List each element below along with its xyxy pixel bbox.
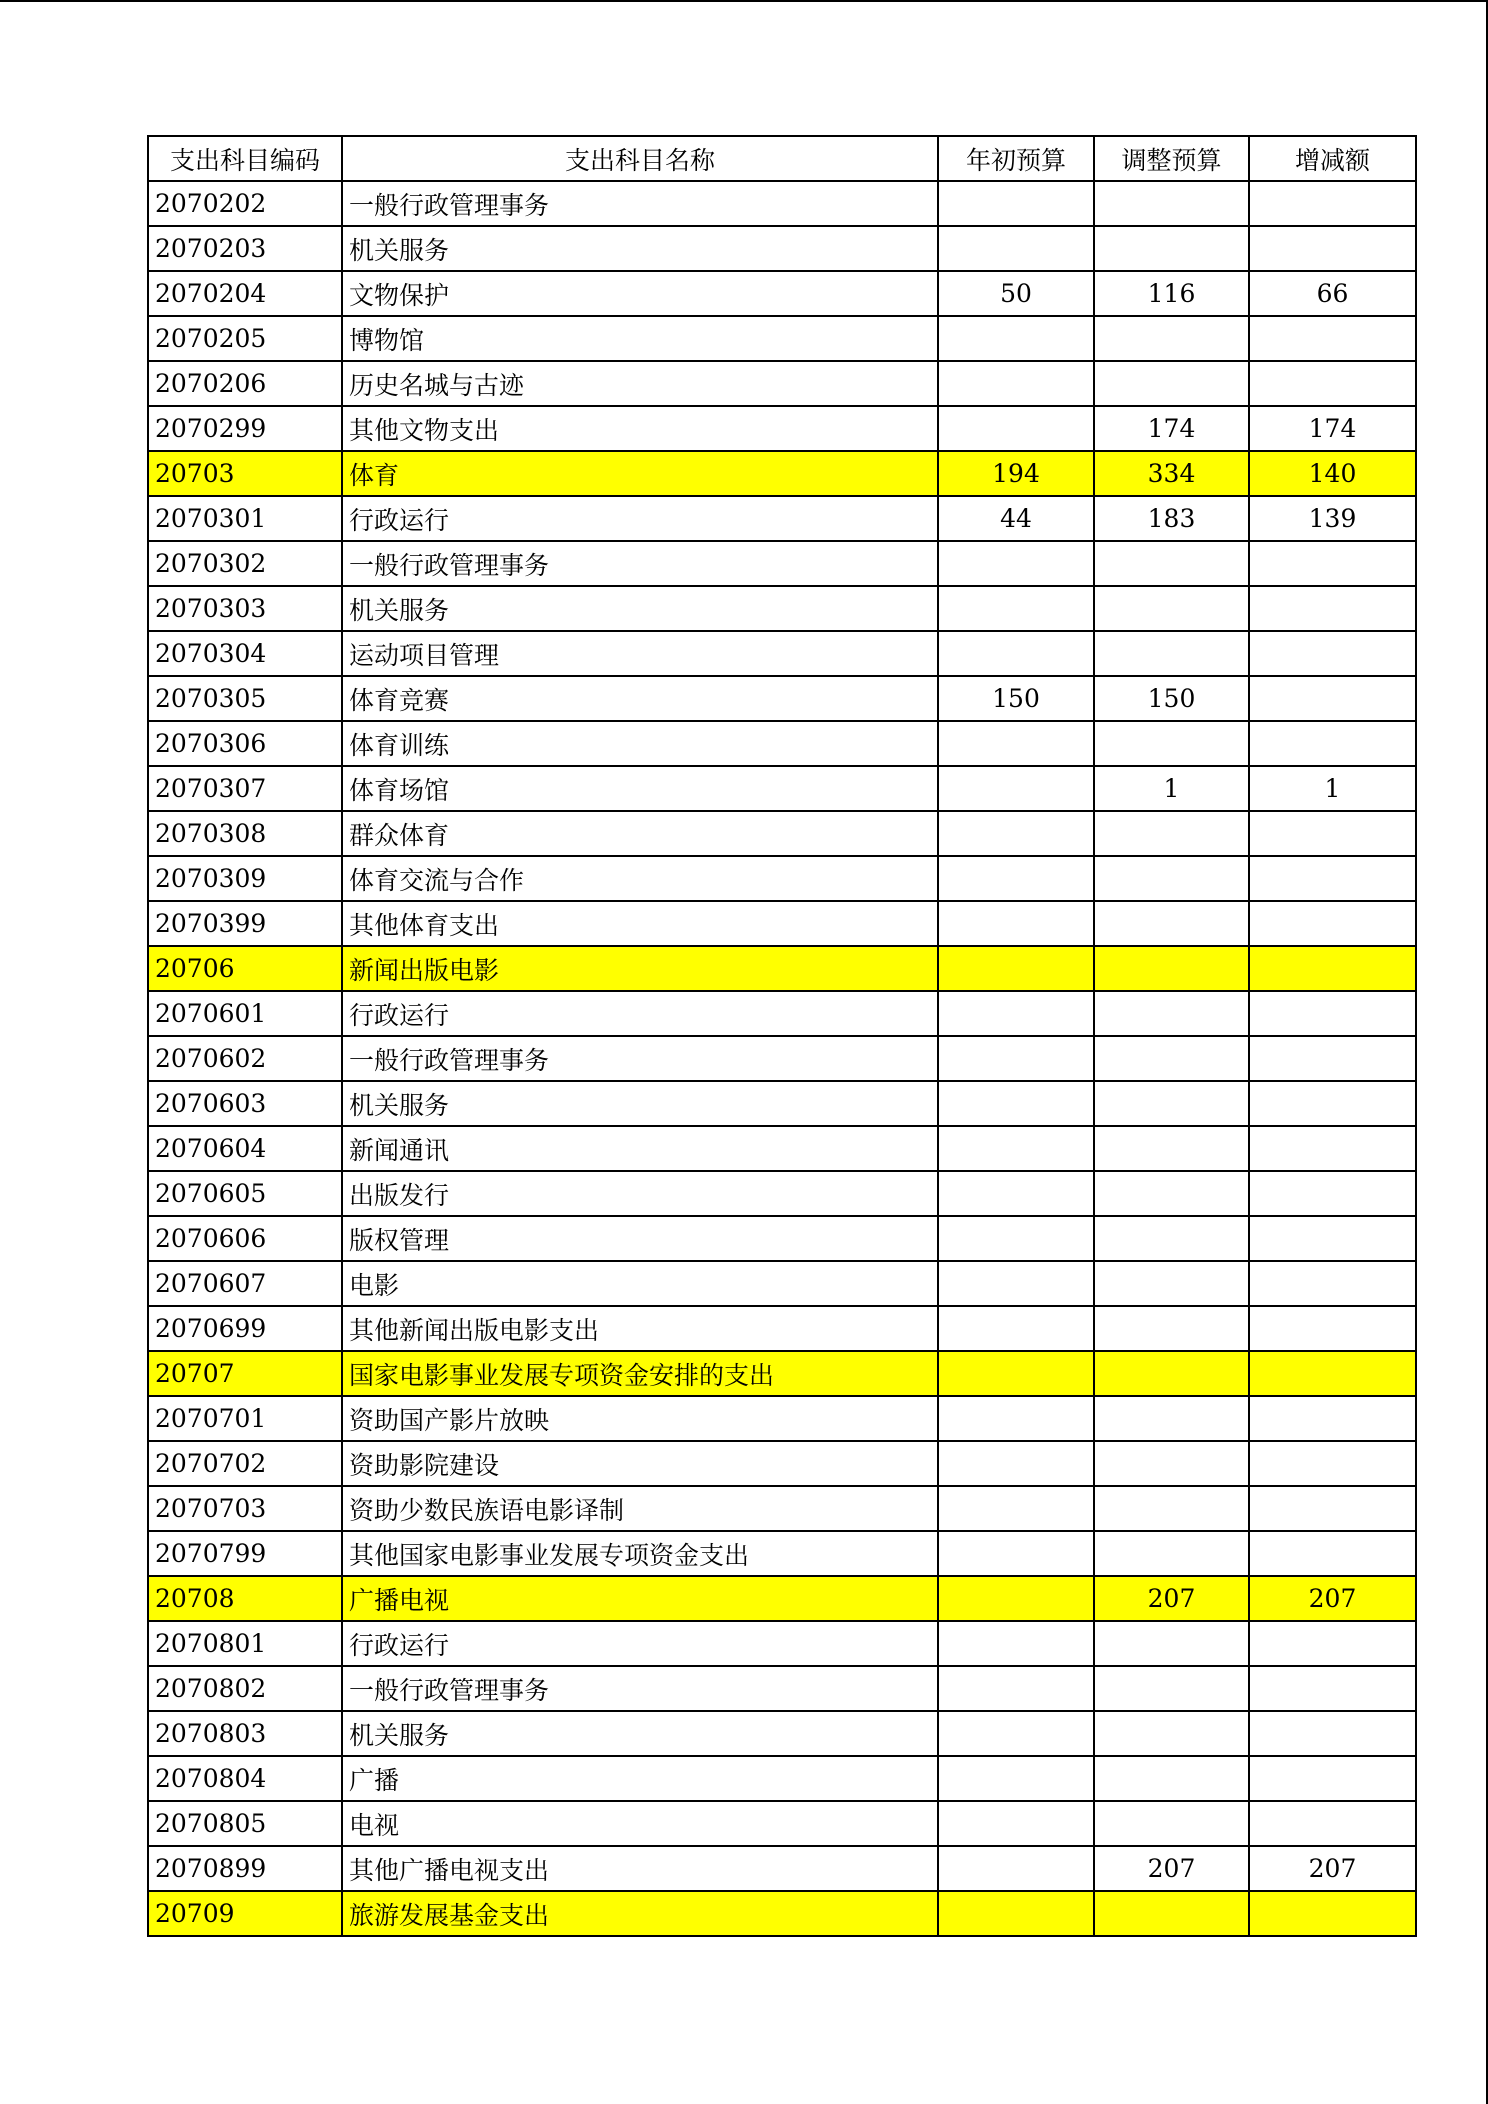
table-row	[148, 451, 1416, 496]
code-cell: 20709	[148, 1891, 342, 1936]
adjusted-budget-cell: 174	[1094, 406, 1249, 451]
initial-budget-cell	[938, 991, 1094, 1036]
table-row	[148, 766, 1416, 811]
name-cell: 广播	[342, 1756, 938, 1801]
initial-budget-cell: 150	[938, 676, 1094, 721]
adjusted-budget-cell	[1094, 1666, 1249, 1711]
table-row	[148, 496, 1416, 541]
change-cell	[1249, 1531, 1416, 1576]
change-cell	[1249, 901, 1416, 946]
table-header	[148, 136, 1416, 181]
name-cell: 机关服务	[342, 1081, 938, 1126]
initial-budget-cell: 50	[938, 271, 1094, 316]
adjusted-budget-cell	[1094, 181, 1249, 226]
table-row	[148, 1846, 1416, 1891]
adjusted-budget-cell	[1094, 856, 1249, 901]
adjusted-budget-cell	[1094, 1216, 1249, 1261]
table-row	[148, 1216, 1416, 1261]
adjusted-budget-cell	[1094, 901, 1249, 946]
initial-budget-cell	[938, 856, 1094, 901]
header-code: 支出科目编码	[148, 136, 342, 181]
header-name: 支出科目名称	[342, 136, 938, 181]
change-cell	[1249, 1261, 1416, 1306]
initial-budget-cell	[938, 1081, 1094, 1126]
adjusted-budget-cell	[1094, 811, 1249, 856]
adjusted-budget-cell	[1094, 586, 1249, 631]
name-cell: 机关服务	[342, 1711, 938, 1756]
change-cell	[1249, 1441, 1416, 1486]
name-cell: 历史名城与古迹	[342, 361, 938, 406]
name-cell: 新闻出版电影	[342, 946, 938, 991]
name-cell: 体育竞赛	[342, 676, 938, 721]
code-cell: 2070203	[148, 226, 342, 271]
code-cell: 2070607	[148, 1261, 342, 1306]
initial-budget-cell	[938, 1126, 1094, 1171]
table-row	[148, 901, 1416, 946]
change-cell	[1249, 541, 1416, 586]
adjusted-budget-cell	[1094, 1486, 1249, 1531]
name-cell: 体育场馆	[342, 766, 938, 811]
change-cell: 66	[1249, 271, 1416, 316]
table-row	[148, 361, 1416, 406]
table-row	[148, 271, 1416, 316]
page-border-top	[0, 0, 1488, 2]
initial-budget-cell	[938, 361, 1094, 406]
code-cell: 2070702	[148, 1441, 342, 1486]
name-cell: 出版发行	[342, 1171, 938, 1216]
change-cell: 207	[1249, 1846, 1416, 1891]
table-row	[148, 1171, 1416, 1216]
table-row	[148, 676, 1416, 721]
change-cell	[1249, 181, 1416, 226]
table-row	[148, 1531, 1416, 1576]
initial-budget-cell	[938, 946, 1094, 991]
code-cell: 2070802	[148, 1666, 342, 1711]
table-row	[148, 406, 1416, 451]
initial-budget-cell	[938, 1666, 1094, 1711]
table-row	[148, 1126, 1416, 1171]
table-row	[148, 1261, 1416, 1306]
code-cell: 2070699	[148, 1306, 342, 1351]
budget-table	[147, 135, 1417, 1937]
table-row	[148, 1306, 1416, 1351]
adjusted-budget-cell	[1094, 1756, 1249, 1801]
table-row	[148, 856, 1416, 901]
change-cell	[1249, 1036, 1416, 1081]
name-cell: 体育训练	[342, 721, 938, 766]
code-cell: 2070601	[148, 991, 342, 1036]
adjusted-budget-cell: 1	[1094, 766, 1249, 811]
name-cell: 一般行政管理事务	[342, 1666, 938, 1711]
name-cell: 电视	[342, 1801, 938, 1846]
initial-budget-cell	[938, 1351, 1094, 1396]
table-body	[148, 181, 1416, 1936]
adjusted-budget-cell	[1094, 991, 1249, 1036]
initial-budget-cell	[938, 1216, 1094, 1261]
code-cell: 2070206	[148, 361, 342, 406]
initial-budget-cell	[938, 1441, 1094, 1486]
initial-budget-cell: 44	[938, 496, 1094, 541]
change-cell	[1249, 1621, 1416, 1666]
name-cell: 其他国家电影事业发展专项资金支出	[342, 1531, 938, 1576]
change-cell: 1	[1249, 766, 1416, 811]
change-cell	[1249, 1486, 1416, 1531]
table-row	[148, 946, 1416, 991]
adjusted-budget-cell: 207	[1094, 1846, 1249, 1891]
code-cell: 2070307	[148, 766, 342, 811]
table-row	[148, 1351, 1416, 1396]
table-row	[148, 631, 1416, 676]
initial-budget-cell	[938, 226, 1094, 271]
initial-budget-cell	[938, 1576, 1094, 1621]
change-cell	[1249, 226, 1416, 271]
name-cell: 其他广播电视支出	[342, 1846, 938, 1891]
table-row	[148, 991, 1416, 1036]
code-cell: 20706	[148, 946, 342, 991]
code-cell: 2070606	[148, 1216, 342, 1261]
name-cell: 机关服务	[342, 226, 938, 271]
initial-budget-cell	[938, 181, 1094, 226]
code-cell: 20708	[148, 1576, 342, 1621]
name-cell: 版权管理	[342, 1216, 938, 1261]
code-cell: 2070604	[148, 1126, 342, 1171]
code-cell: 2070801	[148, 1621, 342, 1666]
code-cell: 20703	[148, 451, 342, 496]
code-cell: 2070605	[148, 1171, 342, 1216]
code-cell: 2070701	[148, 1396, 342, 1441]
adjusted-budget-cell	[1094, 1351, 1249, 1396]
table-row	[148, 1576, 1416, 1621]
code-cell: 2070306	[148, 721, 342, 766]
name-cell: 电影	[342, 1261, 938, 1306]
code-cell: 20707	[148, 1351, 342, 1396]
change-cell	[1249, 1126, 1416, 1171]
adjusted-budget-cell	[1094, 1621, 1249, 1666]
name-cell: 广播电视	[342, 1576, 938, 1621]
name-cell: 博物馆	[342, 316, 938, 361]
code-cell: 2070304	[148, 631, 342, 676]
initial-budget-cell	[938, 901, 1094, 946]
initial-budget-cell	[938, 586, 1094, 631]
table-row	[148, 1801, 1416, 1846]
code-cell: 2070308	[148, 811, 342, 856]
adjusted-budget-cell	[1094, 316, 1249, 361]
initial-budget-cell	[938, 1891, 1094, 1936]
header-adjusted-budget: 调整预算	[1094, 136, 1249, 181]
code-cell: 2070602	[148, 1036, 342, 1081]
code-cell: 2070399	[148, 901, 342, 946]
adjusted-budget-cell: 207	[1094, 1576, 1249, 1621]
initial-budget-cell	[938, 1846, 1094, 1891]
header-change: 增减额	[1249, 136, 1416, 181]
table-row	[148, 586, 1416, 631]
change-cell: 207	[1249, 1576, 1416, 1621]
adjusted-budget-cell	[1094, 361, 1249, 406]
name-cell: 行政运行	[342, 991, 938, 1036]
header-row	[148, 136, 1416, 181]
change-cell	[1249, 316, 1416, 361]
table-row	[148, 1891, 1416, 1936]
name-cell: 新闻通讯	[342, 1126, 938, 1171]
initial-budget-cell	[938, 631, 1094, 676]
table-row	[148, 541, 1416, 586]
code-cell: 2070204	[148, 271, 342, 316]
adjusted-budget-cell	[1094, 946, 1249, 991]
code-cell: 2070309	[148, 856, 342, 901]
code-cell: 2070202	[148, 181, 342, 226]
name-cell: 资助影院建设	[342, 1441, 938, 1486]
code-cell: 2070703	[148, 1486, 342, 1531]
change-cell	[1249, 1711, 1416, 1756]
table-row	[148, 1396, 1416, 1441]
code-cell: 2070302	[148, 541, 342, 586]
change-cell	[1249, 1216, 1416, 1261]
name-cell: 体育	[342, 451, 938, 496]
change-cell	[1249, 1666, 1416, 1711]
adjusted-budget-cell	[1094, 1126, 1249, 1171]
adjusted-budget-cell	[1094, 1036, 1249, 1081]
code-cell: 2070205	[148, 316, 342, 361]
adjusted-budget-cell	[1094, 1171, 1249, 1216]
table-row	[148, 1441, 1416, 1486]
code-cell: 2070804	[148, 1756, 342, 1801]
code-cell: 2070299	[148, 406, 342, 451]
initial-budget-cell	[938, 721, 1094, 766]
change-cell	[1249, 1801, 1416, 1846]
name-cell: 国家电影事业发展专项资金安排的支出	[342, 1351, 938, 1396]
initial-budget-cell	[938, 1801, 1094, 1846]
adjusted-budget-cell	[1094, 1711, 1249, 1756]
change-cell	[1249, 946, 1416, 991]
change-cell	[1249, 1891, 1416, 1936]
name-cell: 其他文物支出	[342, 406, 938, 451]
initial-budget-cell	[938, 766, 1094, 811]
adjusted-budget-cell: 183	[1094, 496, 1249, 541]
change-cell	[1249, 1351, 1416, 1396]
table-row	[148, 1081, 1416, 1126]
adjusted-budget-cell: 334	[1094, 451, 1249, 496]
name-cell: 机关服务	[342, 586, 938, 631]
change-cell	[1249, 1396, 1416, 1441]
table-row	[148, 1621, 1416, 1666]
adjusted-budget-cell: 150	[1094, 676, 1249, 721]
name-cell: 一般行政管理事务	[342, 181, 938, 226]
change-cell	[1249, 631, 1416, 676]
adjusted-budget-cell	[1094, 1891, 1249, 1936]
code-cell: 2070301	[148, 496, 342, 541]
change-cell	[1249, 1171, 1416, 1216]
change-cell	[1249, 586, 1416, 631]
code-cell: 2070803	[148, 1711, 342, 1756]
change-cell: 174	[1249, 406, 1416, 451]
initial-budget-cell	[938, 1711, 1094, 1756]
name-cell: 资助国产影片放映	[342, 1396, 938, 1441]
change-cell	[1249, 1081, 1416, 1126]
initial-budget-cell	[938, 811, 1094, 856]
name-cell: 旅游发展基金支出	[342, 1891, 938, 1936]
adjusted-budget-cell: 116	[1094, 271, 1249, 316]
name-cell: 运动项目管理	[342, 631, 938, 676]
change-cell	[1249, 721, 1416, 766]
table-row	[148, 721, 1416, 766]
code-cell: 2070805	[148, 1801, 342, 1846]
table-row	[148, 1711, 1416, 1756]
name-cell: 一般行政管理事务	[342, 541, 938, 586]
change-cell	[1249, 811, 1416, 856]
header-initial-budget: 年初预算	[938, 136, 1094, 181]
code-cell: 2070899	[148, 1846, 342, 1891]
initial-budget-cell	[938, 1306, 1094, 1351]
adjusted-budget-cell	[1094, 1261, 1249, 1306]
change-cell	[1249, 991, 1416, 1036]
change-cell	[1249, 856, 1416, 901]
name-cell: 行政运行	[342, 1621, 938, 1666]
initial-budget-cell	[938, 1171, 1094, 1216]
adjusted-budget-cell	[1094, 1306, 1249, 1351]
name-cell: 其他新闻出版电影支出	[342, 1306, 938, 1351]
initial-budget-cell	[938, 1486, 1094, 1531]
table-row	[148, 1036, 1416, 1081]
name-cell: 一般行政管理事务	[342, 1036, 938, 1081]
name-cell: 资助少数民族语电影译制	[342, 1486, 938, 1531]
initial-budget-cell	[938, 1756, 1094, 1801]
initial-budget-cell	[938, 1036, 1094, 1081]
adjusted-budget-cell	[1094, 541, 1249, 586]
initial-budget-cell	[938, 541, 1094, 586]
table-row	[148, 316, 1416, 361]
adjusted-budget-cell	[1094, 631, 1249, 676]
name-cell: 其他体育支出	[342, 901, 938, 946]
adjusted-budget-cell	[1094, 1531, 1249, 1576]
adjusted-budget-cell	[1094, 1441, 1249, 1486]
adjusted-budget-cell	[1094, 226, 1249, 271]
initial-budget-cell	[938, 1621, 1094, 1666]
initial-budget-cell	[938, 406, 1094, 451]
table-row	[148, 1666, 1416, 1711]
change-cell: 139	[1249, 496, 1416, 541]
table-row	[148, 181, 1416, 226]
name-cell: 行政运行	[342, 496, 938, 541]
initial-budget-cell	[938, 1531, 1094, 1576]
initial-budget-cell	[938, 316, 1094, 361]
code-cell: 2070603	[148, 1081, 342, 1126]
code-cell: 2070799	[148, 1531, 342, 1576]
adjusted-budget-cell	[1094, 1396, 1249, 1441]
name-cell: 文物保护	[342, 271, 938, 316]
change-cell	[1249, 361, 1416, 406]
change-cell	[1249, 676, 1416, 721]
adjusted-budget-cell	[1094, 1081, 1249, 1126]
change-cell	[1249, 1306, 1416, 1351]
code-cell: 2070305	[148, 676, 342, 721]
code-cell: 2070303	[148, 586, 342, 631]
change-cell	[1249, 1756, 1416, 1801]
adjusted-budget-cell	[1094, 721, 1249, 766]
name-cell: 群众体育	[342, 811, 938, 856]
adjusted-budget-cell	[1094, 1801, 1249, 1846]
table-row	[148, 226, 1416, 271]
name-cell: 体育交流与合作	[342, 856, 938, 901]
initial-budget-cell	[938, 1261, 1094, 1306]
initial-budget-cell: 194	[938, 451, 1094, 496]
table-row	[148, 1486, 1416, 1531]
initial-budget-cell	[938, 1396, 1094, 1441]
table-row	[148, 811, 1416, 856]
table-row	[148, 1756, 1416, 1801]
change-cell: 140	[1249, 451, 1416, 496]
